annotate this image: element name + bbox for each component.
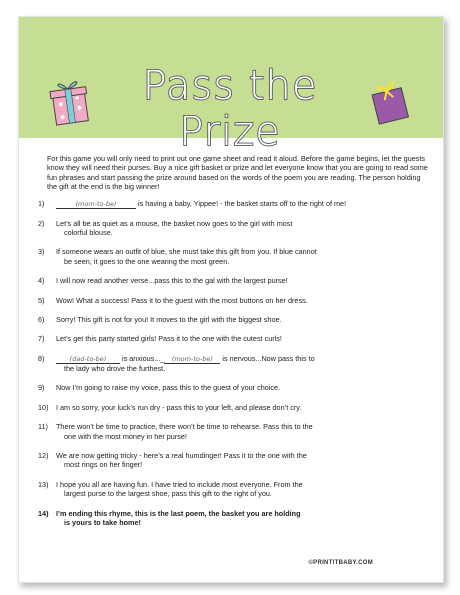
item-number: 4) [38, 276, 45, 286]
list-item [38, 315, 429, 325]
intro-paragraph: For this game you will only need to print out one game sheet and read it aloud. Before the game begins, let the guests know they will need their purses. Buy a nice gift basket or prize and let everyone know that you are going to read some fun phrases and start passing the prize around based on the words of the poem you are reading. The person holding the gift at the end is the big winner! [47, 154, 428, 192]
gift-box-icon [49, 75, 91, 127]
list-item [38, 479, 429, 499]
item-text-continued: the lady who drove the furthest. [64, 363, 166, 373]
list-item [38, 383, 429, 393]
item-text: Now I’m going to raise my voice, pass this to the guest of your choice. [56, 383, 281, 393]
item-text: I will now read another verse...pass this to the gal with the largest purse! [56, 276, 288, 286]
fill-in-blank: (mom-to-be) [56, 200, 136, 209]
list-item [38, 422, 429, 441]
item-number: 9) [38, 383, 45, 393]
item-number: 5) [38, 295, 45, 305]
fill-in-blank: (dad-to-be) [56, 355, 120, 364]
item-text-continued: one with the most money in her purse! [64, 431, 187, 441]
instructions-body [38, 154, 429, 534]
item-text-continued: most rings on her finger! [64, 460, 143, 470]
item-text-continued: colorful blouse. [64, 228, 113, 238]
item-text: I’m ending this rhyme, this is the last poem, the basket you are holding [56, 508, 301, 518]
list-item [38, 276, 429, 286]
header-banner [19, 17, 443, 155]
item-text: I hope you all are having fun. I have tried to include most everyone. From the [56, 479, 303, 489]
item-number: 6) [38, 315, 45, 325]
item-text: If someone wears an outfit of blue, she must take this gift from you. If blue cannot [56, 247, 317, 257]
footer-credit: ©PRINTITBABY.COM [308, 560, 373, 566]
list-item [38, 402, 429, 412]
item-number: 7) [38, 334, 45, 344]
gift-box-icon [369, 75, 411, 127]
list-item [38, 450, 429, 470]
list-item [38, 508, 429, 528]
item-text: is anxious..._ [120, 353, 165, 363]
item-text: Let’s all be as quiet as a mouse, the basket now goes to the girl with most [56, 218, 293, 228]
item-text-continued: largest purse to the largest shoe, pass this gift to the right of you. [64, 489, 272, 499]
item-number: 13) [38, 479, 49, 489]
game-sheet [18, 16, 444, 583]
item-text: Wow! What a success! Pass it to the guest with the most buttons on her dress. [56, 295, 308, 305]
item-number: 8) [38, 353, 45, 363]
item-text: I am so sorry, your luck’s run dry - pass this to your left, and please don’t cry. [56, 402, 302, 412]
item-text-continued: is yours to take home! [64, 517, 141, 527]
fill-in-blank: (mom-to-be) [164, 355, 220, 364]
item-text: There won’t be time to practice, there won’t be time to rehearse. Pass this to the [56, 422, 313, 432]
item-number: 2) [38, 218, 45, 228]
list-item [38, 295, 429, 305]
item-text: Let’s get this party started girls! Pass it to the one with the cutest curls! [56, 334, 282, 344]
list-item [38, 353, 429, 373]
page-title: Pass the Prize [142, 63, 318, 155]
item-text: Sorry! This gift is not for you! It moves to the girl with the biggest shoe. [56, 315, 282, 325]
item-number: 3) [38, 247, 45, 257]
list-item [38, 247, 429, 266]
list-item [38, 198, 429, 209]
item-text-continued: be seen, it goes to the one wearing the most green. [64, 256, 230, 266]
item-number: 10) [38, 402, 49, 412]
item-number: 1) [38, 198, 45, 208]
item-number: 12) [38, 450, 49, 460]
list-item [38, 334, 429, 344]
item-text: is having a baby, Yippee! - the basket starts off to the right of me! [136, 198, 347, 208]
item-number: 11) [38, 422, 48, 432]
item-text: is nervous...Now pass this to [220, 353, 315, 363]
list-item [38, 218, 429, 238]
item-text: We are now getting tricky - here’s a real humdinger! Pass it to the one with the [56, 450, 307, 460]
item-number: 14) [38, 508, 49, 518]
